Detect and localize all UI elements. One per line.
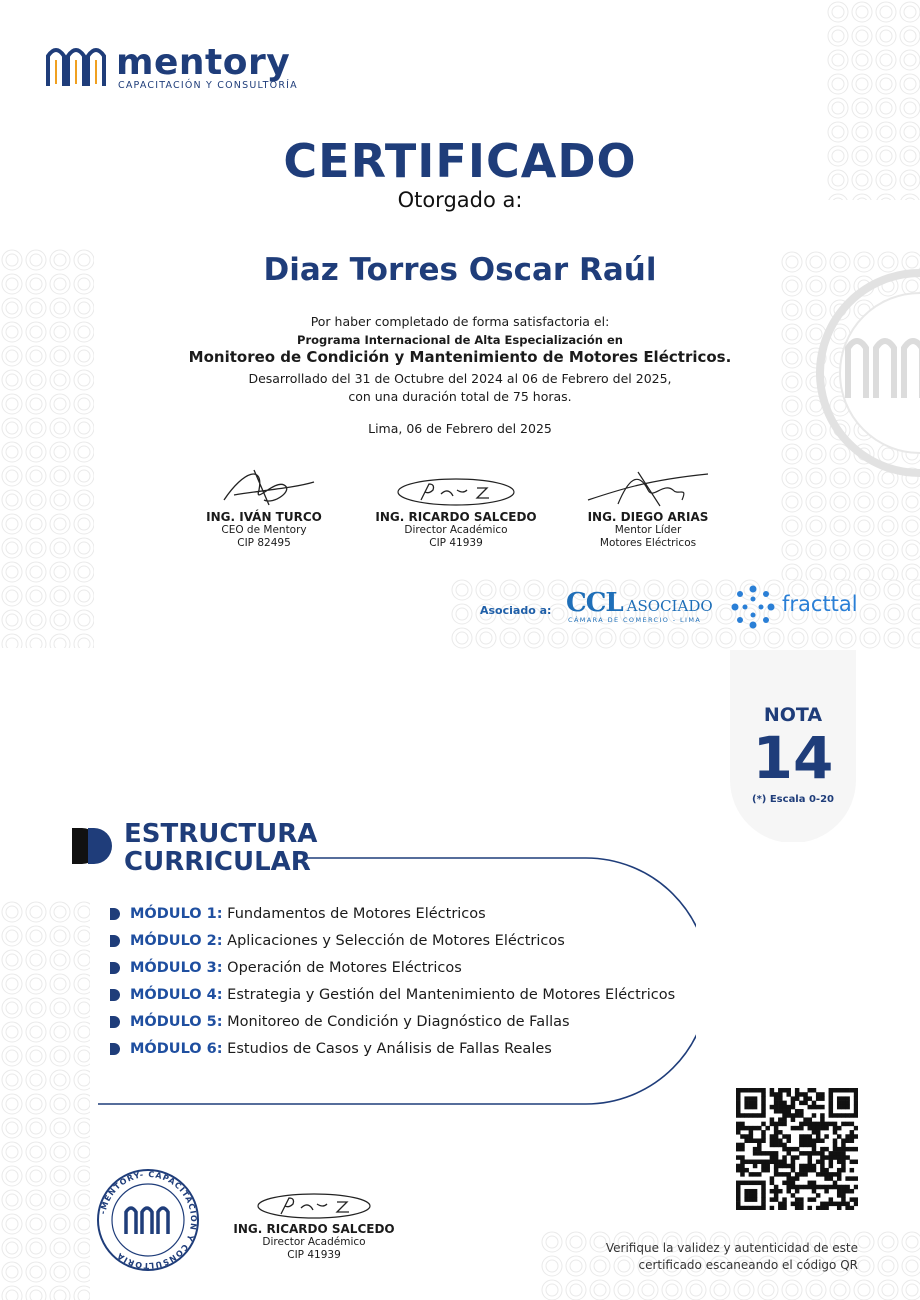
curriculum-title-line1: ESTRUCTURA — [124, 819, 318, 849]
granted-to-label: Otorgado a: — [397, 188, 523, 212]
bullet-icon — [110, 935, 120, 947]
handwritten-signature-2 — [391, 460, 521, 510]
handwritten-signature-footer — [249, 1180, 379, 1222]
ccl-text: CCL — [566, 588, 623, 618]
footer-signature-block — [214, 1180, 414, 1262]
signer-1-cip: CIP 82495 — [237, 537, 291, 549]
course-dates: Desarrollado del 31 de Octubre del 2024 al 06 de Febrero del 2025, — [248, 371, 672, 386]
ccl-logo — [566, 588, 713, 624]
grade-value: 14 — [752, 724, 834, 792]
brand-tagline: CAPACITACIÓN Y CONSULTORÍA — [118, 80, 298, 91]
bullet-icon — [110, 1016, 120, 1028]
footer-signer-name: ING. RICARDO SALCEDO — [233, 1222, 395, 1236]
qr-code[interactable] — [736, 1088, 858, 1210]
module-item — [110, 1041, 675, 1068]
module-item — [110, 987, 675, 1014]
grade-label: NOTA — [763, 704, 823, 726]
module-text: Estrategia y Gestión del Mantenimiento de Motores Eléctricos — [227, 987, 676, 1003]
module-text: Operación de Motores Eléctricos — [227, 960, 462, 976]
seal-text: -MENTORY- CAPACITACIÓN Y CONSULTORÍA — [98, 1169, 199, 1271]
signature-block-1 — [164, 460, 364, 550]
mentory-logo-icon — [44, 44, 106, 88]
module-key: MÓDULO 1: — [130, 906, 223, 922]
module-list — [110, 906, 675, 1068]
associated-label: Asociado a: — [480, 604, 552, 617]
module-text: Aplicaciones y Selección de Motores Eléctricos — [227, 933, 565, 949]
module-item — [110, 933, 675, 960]
recipient-name: Diaz Torres Oscar Raúl — [263, 252, 657, 288]
module-text: Fundamentos de Motores Eléctricos — [227, 906, 486, 922]
module-item — [110, 906, 675, 933]
fracttal-name: fracttal — [782, 592, 858, 616]
bullet-icon — [110, 962, 120, 974]
signer-1-role: CEO de Mentory — [221, 524, 307, 536]
module-key: MÓDULO 3: — [130, 960, 223, 976]
module-text: Estudios de Casos y Análisis de Fallas Reales — [227, 1041, 552, 1057]
course-duration: con una duración total de 75 horas. — [348, 389, 572, 404]
signer-1-name: ING. IVÁN TURCO — [206, 510, 322, 524]
program-text: Programa Internacional de Alta Especialización en — [297, 333, 623, 347]
ccl-asociado-text: ASOCIADO — [626, 597, 713, 615]
module-text: Monitoreo de Condición y Diagnóstico de Fallas — [227, 1014, 570, 1030]
mentory-seal — [96, 1168, 200, 1272]
ccl-subtitle: CÁMARA DE COMERCIO - LIMA — [568, 616, 702, 624]
signer-3-role: Mentor Líder — [614, 524, 682, 536]
intro-text: Por haber completado de forma satisfactoria el: — [310, 314, 610, 329]
bullet-icon — [110, 908, 120, 920]
footer-signer-role: Director Académico — [262, 1236, 366, 1248]
bullet-icon — [110, 1043, 120, 1055]
course-name: Monitoreo de Condición y Mantenimiento de Motores Eléctricos. — [188, 348, 732, 366]
grade-scale: (*) Escala 0-20 — [752, 794, 834, 805]
handwritten-signature-1 — [204, 460, 324, 510]
verify-line-2: certificado escaneando el código QR — [638, 1258, 858, 1272]
signature-block-3 — [548, 460, 748, 550]
handwritten-signature-3 — [578, 460, 718, 510]
signer-2-cip: CIP 41939 — [429, 537, 483, 549]
certificate-title: CERTIFICADO — [283, 134, 637, 188]
bullet-icon — [110, 989, 120, 1001]
place-date: Lima, 06 de Febrero del 2025 — [368, 421, 552, 436]
module-item — [110, 960, 675, 987]
verify-text — [560, 1240, 858, 1274]
signer-2-role: Director Académico — [404, 524, 508, 536]
background-pattern-bottom-left — [0, 900, 90, 1300]
signer-2-name: ING. RICARDO SALCEDO — [375, 510, 537, 524]
module-key: MÓDULO 4: — [130, 987, 223, 1003]
footer-signer-cip: CIP 41939 — [287, 1249, 341, 1261]
verify-line-1: Verifique la validez y autenticidad de este — [605, 1241, 858, 1255]
module-key: MÓDULO 2: — [130, 933, 223, 949]
fracttal-logo-icon — [730, 584, 776, 630]
signer-3-cip: Motores Eléctricos — [599, 537, 697, 549]
module-item — [110, 1014, 675, 1041]
signature-block-2 — [356, 460, 556, 550]
module-key: MÓDULO 5: — [130, 1014, 223, 1030]
background-pattern-left — [0, 248, 94, 648]
module-key: MÓDULO 6: — [130, 1041, 223, 1057]
curriculum-title-line2: CURRICULAR — [124, 847, 311, 877]
brand-name: mentory — [116, 42, 291, 83]
signer-3-name: ING. DIEGO ARIAS — [587, 510, 709, 524]
